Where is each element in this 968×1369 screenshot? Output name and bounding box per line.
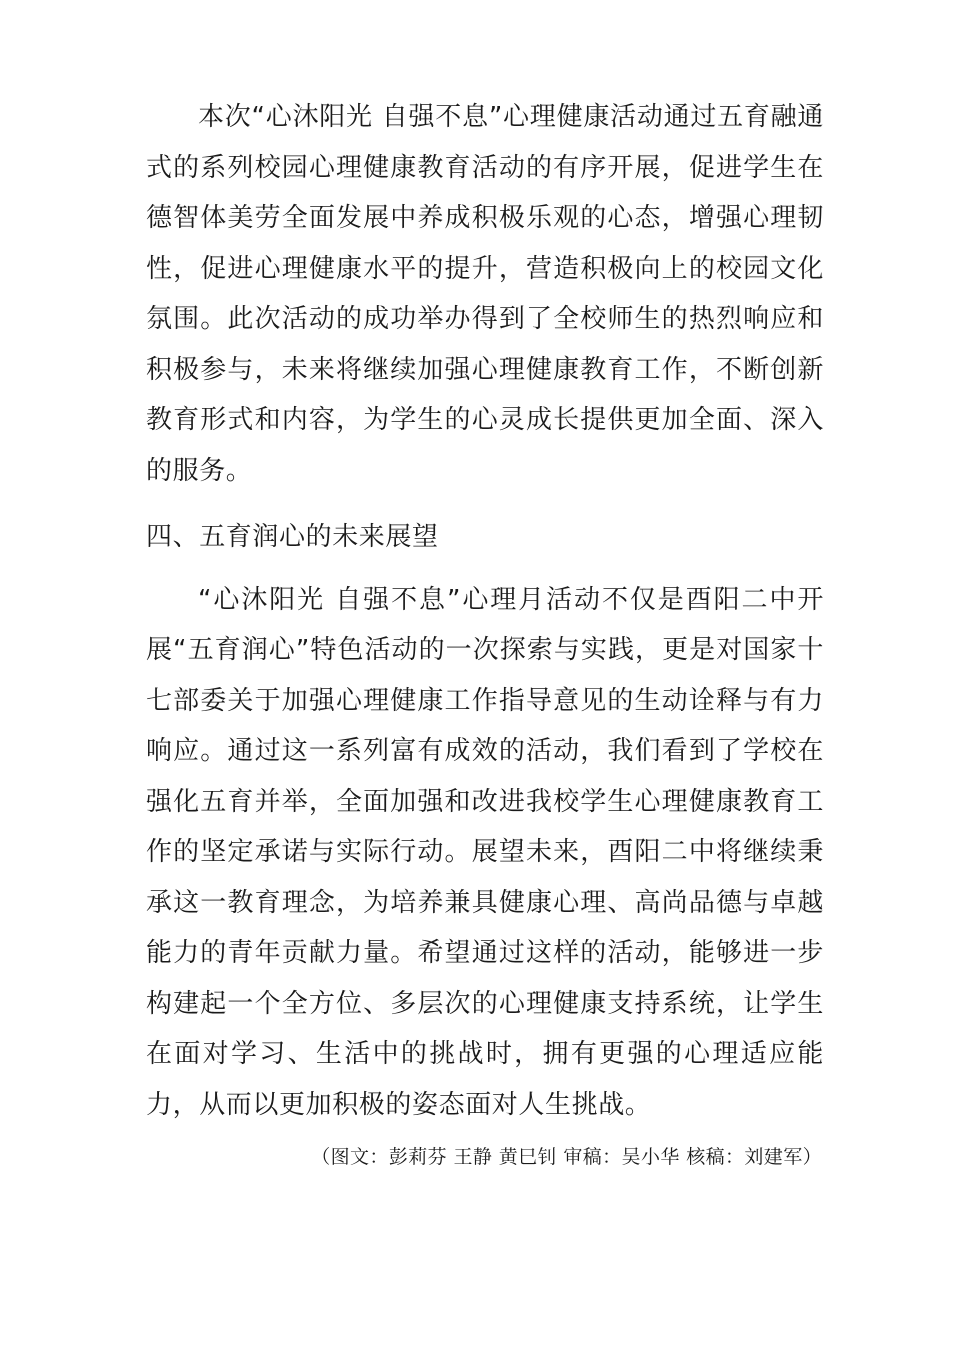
document-page <box>146 92 824 1172</box>
paragraph-future-outlook: “心沐阳光 自强不息”心理月活动不仅是酉阳二中开展“五育润心”特色活动的一次探索与实践，更是对国家十七部委关于加强心理健康工作指导意见的生动诠释与有力响应。通过这一系列富有成效的活动，我们看到了学校在强化五育并举，全面加强和改进我校学生心理健康教育工作的坚定承诺与实际行动。展望未来，酉阳二中将继续秉承这一教育理念，为培养兼具健康心理、高尚品德与卓越能力的青年贡献力量。希望通过这样的活动，能够进一步构建起一个全方位、多层次的心理健康支持系统，让学生在面对学习、生活中的挑战时，拥有更强的心理适应能力，从而以更加积极的姿态面对人生挑战。 <box>146 584 824 1120</box>
paragraph-activity-summary: 本次“心沐阳光 自强不息”心理健康活动通过五育融通式的系列校园心理健康教育活动的有序开展，促进学生在德智体美劳全面发展中养成积极乐观的心态，增强心理韧性，促进心理健康水平的提升，营造积极向上的校园文化氛围。此次活动的成功举办得到了全校师生的热烈响应和积极参与，未来将继续加强心理健康教育工作，不断创新教育形式和内容，为学生的心灵成长提供更加全面、深入的服务。 <box>146 102 824 486</box>
credits-line: （图文：彭莉芬 王静 黄巳钊 审稿：吴小华 核稿：刘建军） <box>311 1146 822 1168</box>
section-heading: 四、五育润心的未来展望 <box>146 522 439 552</box>
